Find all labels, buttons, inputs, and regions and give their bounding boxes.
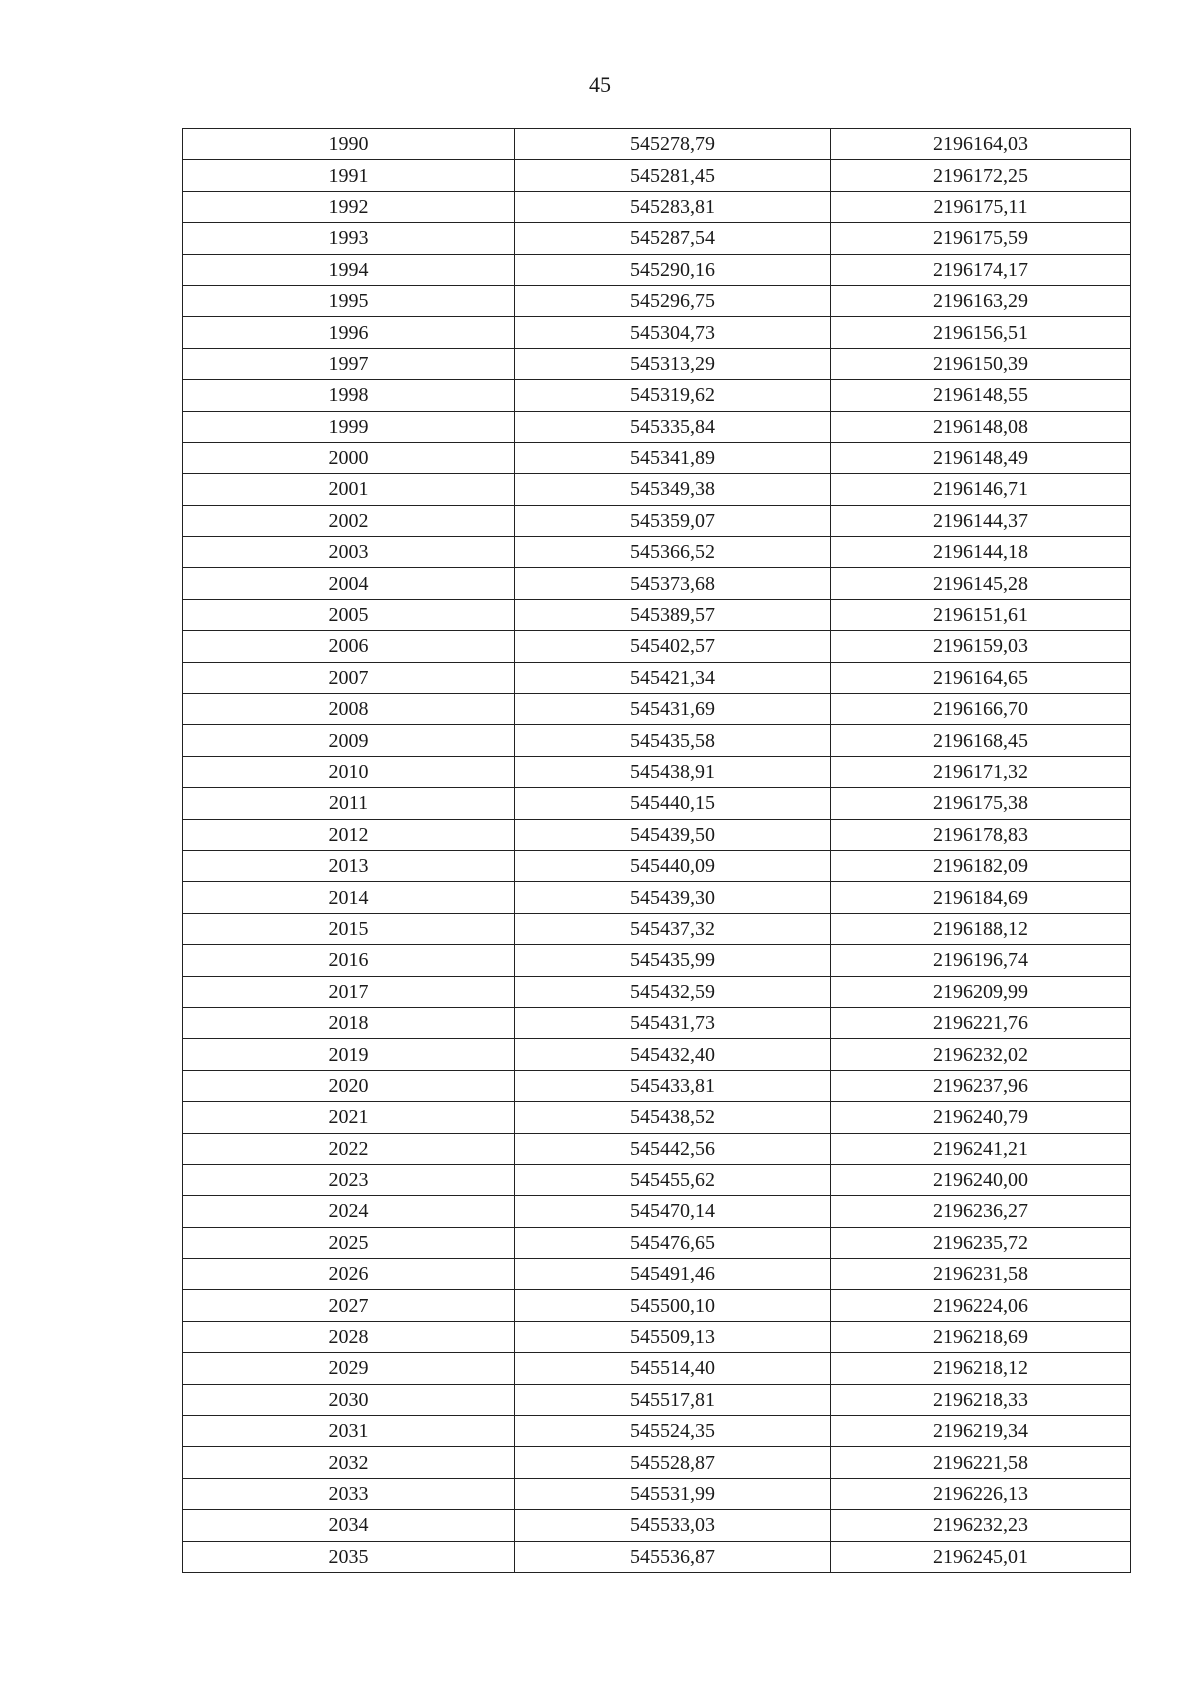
table-row (183, 1416, 1131, 1447)
x-coordinate-cell: 545442,56 (515, 1133, 831, 1164)
y-coordinate-cell: 2196171,32 (831, 756, 1131, 787)
y-coordinate-cell: 2196144,18 (831, 537, 1131, 568)
point-number-cell: 1993 (183, 223, 515, 254)
point-number-cell: 2019 (183, 1039, 515, 1070)
y-coordinate-cell: 2196159,03 (831, 631, 1131, 662)
point-number-cell: 2030 (183, 1384, 515, 1415)
y-coordinate-cell: 2196209,99 (831, 976, 1131, 1007)
x-coordinate-cell: 545439,30 (515, 882, 831, 913)
y-coordinate-cell: 2196182,09 (831, 850, 1131, 881)
y-coordinate-cell: 2196245,01 (831, 1541, 1131, 1572)
point-number-cell: 2004 (183, 568, 515, 599)
point-number-cell: 2021 (183, 1102, 515, 1133)
point-number-cell: 2031 (183, 1416, 515, 1447)
x-coordinate-cell: 545290,16 (515, 254, 831, 285)
y-coordinate-cell: 2196148,49 (831, 442, 1131, 473)
x-coordinate-cell: 545437,32 (515, 913, 831, 944)
table-row (183, 568, 1131, 599)
x-coordinate-cell: 545432,40 (515, 1039, 831, 1070)
table-row (183, 976, 1131, 1007)
table-row (183, 631, 1131, 662)
point-number-cell: 2027 (183, 1290, 515, 1321)
point-number-cell: 2032 (183, 1447, 515, 1478)
y-coordinate-cell: 2196178,83 (831, 819, 1131, 850)
y-coordinate-cell: 2196231,58 (831, 1259, 1131, 1290)
y-coordinate-cell: 2196145,28 (831, 568, 1131, 599)
x-coordinate-cell: 545438,52 (515, 1102, 831, 1133)
x-coordinate-cell: 545366,52 (515, 537, 831, 568)
table-row (183, 788, 1131, 819)
y-coordinate-cell: 2196168,45 (831, 725, 1131, 756)
table-row (183, 1039, 1131, 1070)
x-coordinate-cell: 545476,65 (515, 1227, 831, 1258)
x-coordinate-cell: 545304,73 (515, 317, 831, 348)
x-coordinate-cell: 545438,91 (515, 756, 831, 787)
table-row (183, 191, 1131, 222)
table-row (183, 1384, 1131, 1415)
x-coordinate-cell: 545431,69 (515, 694, 831, 725)
x-coordinate-cell: 545439,50 (515, 819, 831, 850)
table-row (183, 1478, 1131, 1509)
y-coordinate-cell: 2196174,17 (831, 254, 1131, 285)
y-coordinate-cell: 2196218,33 (831, 1384, 1131, 1415)
table-row (183, 129, 1131, 160)
x-coordinate-cell: 545455,62 (515, 1164, 831, 1195)
x-coordinate-cell: 545514,40 (515, 1353, 831, 1384)
table-row (183, 1227, 1131, 1258)
table-row (183, 725, 1131, 756)
point-number-cell: 2009 (183, 725, 515, 756)
x-coordinate-cell: 545319,62 (515, 380, 831, 411)
x-coordinate-cell: 545524,35 (515, 1416, 831, 1447)
point-number-cell: 2035 (183, 1541, 515, 1572)
x-coordinate-cell: 545313,29 (515, 348, 831, 379)
table-row (183, 850, 1131, 881)
point-number-cell: 2033 (183, 1478, 515, 1509)
y-coordinate-cell: 2196148,08 (831, 411, 1131, 442)
x-coordinate-cell: 545335,84 (515, 411, 831, 442)
point-number-cell: 2000 (183, 442, 515, 473)
table-row (183, 285, 1131, 316)
x-coordinate-cell: 545341,89 (515, 442, 831, 473)
table-row (183, 1007, 1131, 1038)
point-number-cell: 2025 (183, 1227, 515, 1258)
x-coordinate-cell: 545431,73 (515, 1007, 831, 1038)
page-number: 45 (589, 72, 611, 97)
point-number-cell: 2003 (183, 537, 515, 568)
table-row (183, 882, 1131, 913)
point-number-cell: 2010 (183, 756, 515, 787)
x-coordinate-cell: 545287,54 (515, 223, 831, 254)
point-number-cell: 2006 (183, 631, 515, 662)
table-row (183, 599, 1131, 630)
table-row (183, 1070, 1131, 1101)
y-coordinate-cell: 2196150,39 (831, 348, 1131, 379)
y-coordinate-cell: 2196218,12 (831, 1353, 1131, 1384)
y-coordinate-cell: 2196236,27 (831, 1196, 1131, 1227)
point-number-cell: 2013 (183, 850, 515, 881)
table-row (183, 1447, 1131, 1478)
x-coordinate-cell: 545389,57 (515, 599, 831, 630)
y-coordinate-cell: 2196146,71 (831, 474, 1131, 505)
coordinate-table (182, 128, 1131, 1573)
x-coordinate-cell: 545440,09 (515, 850, 831, 881)
x-coordinate-cell: 545402,57 (515, 631, 831, 662)
table-row (183, 1196, 1131, 1227)
y-coordinate-cell: 2196172,25 (831, 160, 1131, 191)
y-coordinate-cell: 2196219,34 (831, 1416, 1131, 1447)
table-row (183, 1353, 1131, 1384)
point-number-cell: 1995 (183, 285, 515, 316)
x-coordinate-cell: 545470,14 (515, 1196, 831, 1227)
table-row (183, 913, 1131, 944)
table-row (183, 537, 1131, 568)
point-number-cell: 1994 (183, 254, 515, 285)
x-coordinate-cell: 545517,81 (515, 1384, 831, 1415)
point-number-cell: 1990 (183, 129, 515, 160)
point-number-cell: 2017 (183, 976, 515, 1007)
y-coordinate-cell: 2196196,74 (831, 945, 1131, 976)
point-number-cell: 2029 (183, 1353, 515, 1384)
point-number-cell: 1991 (183, 160, 515, 191)
table-row (183, 819, 1131, 850)
table-row (183, 662, 1131, 693)
point-number-cell: 2002 (183, 505, 515, 536)
y-coordinate-cell: 2196235,72 (831, 1227, 1131, 1258)
point-number-cell: 2007 (183, 662, 515, 693)
y-coordinate-cell: 2196241,21 (831, 1133, 1131, 1164)
x-coordinate-cell: 545440,15 (515, 788, 831, 819)
x-coordinate-cell: 545359,07 (515, 505, 831, 536)
point-number-cell: 2028 (183, 1321, 515, 1352)
y-coordinate-cell: 2196226,13 (831, 1478, 1131, 1509)
y-coordinate-cell: 2196237,96 (831, 1070, 1131, 1101)
y-coordinate-cell: 2196240,00 (831, 1164, 1131, 1195)
table-row (183, 411, 1131, 442)
table-row (183, 474, 1131, 505)
table-body (183, 129, 1131, 1573)
y-coordinate-cell: 2196240,79 (831, 1102, 1131, 1133)
x-coordinate-cell: 545433,81 (515, 1070, 831, 1101)
y-coordinate-cell: 2196163,29 (831, 285, 1131, 316)
y-coordinate-cell: 2196221,58 (831, 1447, 1131, 1478)
table-row (183, 254, 1131, 285)
x-coordinate-cell: 545432,59 (515, 976, 831, 1007)
point-number-cell: 2001 (183, 474, 515, 505)
point-number-cell: 2024 (183, 1196, 515, 1227)
x-coordinate-cell: 545509,13 (515, 1321, 831, 1352)
y-coordinate-cell: 2196151,61 (831, 599, 1131, 630)
point-number-cell: 2034 (183, 1510, 515, 1541)
y-coordinate-cell: 2196224,06 (831, 1290, 1131, 1321)
table-row (183, 160, 1131, 191)
point-number-cell: 1998 (183, 380, 515, 411)
x-coordinate-cell: 545373,68 (515, 568, 831, 599)
x-coordinate-cell: 545296,75 (515, 285, 831, 316)
x-coordinate-cell: 545278,79 (515, 129, 831, 160)
y-coordinate-cell: 2196156,51 (831, 317, 1131, 348)
table-row (183, 1321, 1131, 1352)
x-coordinate-cell: 545283,81 (515, 191, 831, 222)
table-row (183, 945, 1131, 976)
x-coordinate-cell: 545500,10 (515, 1290, 831, 1321)
point-number-cell: 1996 (183, 317, 515, 348)
y-coordinate-cell: 2196218,69 (831, 1321, 1131, 1352)
point-number-cell: 1992 (183, 191, 515, 222)
x-coordinate-cell: 545349,38 (515, 474, 831, 505)
y-coordinate-cell: 2196232,02 (831, 1039, 1131, 1070)
table-row (183, 1541, 1131, 1572)
y-coordinate-cell: 2196166,70 (831, 694, 1131, 725)
table-row (183, 442, 1131, 473)
x-coordinate-cell: 545421,34 (515, 662, 831, 693)
point-number-cell: 1999 (183, 411, 515, 442)
table-row (183, 1102, 1131, 1133)
point-number-cell: 1997 (183, 348, 515, 379)
point-number-cell: 2016 (183, 945, 515, 976)
point-number-cell: 2005 (183, 599, 515, 630)
point-number-cell: 2023 (183, 1164, 515, 1195)
point-number-cell: 2011 (183, 788, 515, 819)
point-number-cell: 2015 (183, 913, 515, 944)
y-coordinate-cell: 2196164,03 (831, 129, 1131, 160)
point-number-cell: 2008 (183, 694, 515, 725)
x-coordinate-cell: 545536,87 (515, 1541, 831, 1572)
x-coordinate-cell: 545281,45 (515, 160, 831, 191)
x-coordinate-cell: 545528,87 (515, 1447, 831, 1478)
y-coordinate-cell: 2196221,76 (831, 1007, 1131, 1038)
point-number-cell: 2014 (183, 882, 515, 913)
point-number-cell: 2026 (183, 1259, 515, 1290)
x-coordinate-cell: 545491,46 (515, 1259, 831, 1290)
table-row (183, 380, 1131, 411)
x-coordinate-cell: 545435,58 (515, 725, 831, 756)
table-row (183, 1133, 1131, 1164)
y-coordinate-cell: 2196144,37 (831, 505, 1131, 536)
point-number-cell: 2022 (183, 1133, 515, 1164)
x-coordinate-cell: 545435,99 (515, 945, 831, 976)
y-coordinate-cell: 2196188,12 (831, 913, 1131, 944)
y-coordinate-cell: 2196184,69 (831, 882, 1131, 913)
table-row (183, 756, 1131, 787)
point-number-cell: 2012 (183, 819, 515, 850)
table-row (183, 1164, 1131, 1195)
x-coordinate-cell: 545531,99 (515, 1478, 831, 1509)
y-coordinate-cell: 2196175,38 (831, 788, 1131, 819)
y-coordinate-cell: 2196175,11 (831, 191, 1131, 222)
point-number-cell: 2018 (183, 1007, 515, 1038)
x-coordinate-cell: 545533,03 (515, 1510, 831, 1541)
y-coordinate-cell: 2196232,23 (831, 1510, 1131, 1541)
table-row (183, 1259, 1131, 1290)
y-coordinate-cell: 2196148,55 (831, 380, 1131, 411)
table-row (183, 317, 1131, 348)
y-coordinate-cell: 2196175,59 (831, 223, 1131, 254)
table-row (183, 223, 1131, 254)
table-row (183, 694, 1131, 725)
table-row (183, 505, 1131, 536)
table-row (183, 348, 1131, 379)
point-number-cell: 2020 (183, 1070, 515, 1101)
table-row (183, 1290, 1131, 1321)
y-coordinate-cell: 2196164,65 (831, 662, 1131, 693)
table-row (183, 1510, 1131, 1541)
